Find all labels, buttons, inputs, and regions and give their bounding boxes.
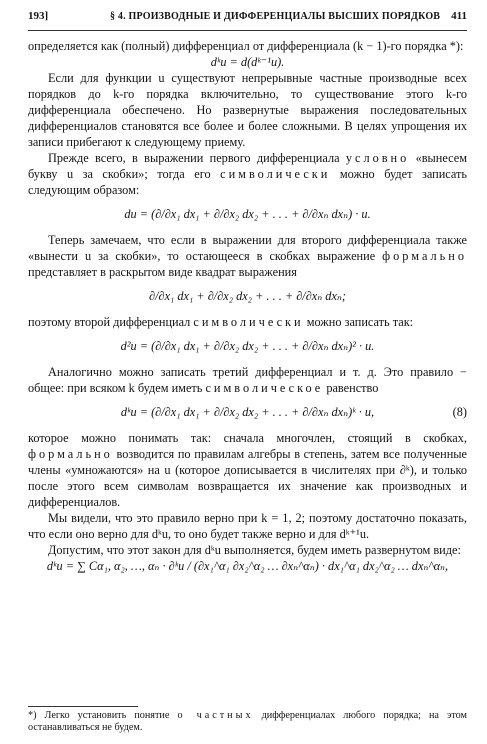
p6-text-b: равенство <box>326 381 379 395</box>
p5-text-a: поэтому второй дифференциал <box>28 315 191 329</box>
paragraph-7 <box>28 430 467 510</box>
p7-text-b: возводится по правилам алгебры в степень, затем все полученные члены «умножаются» на u (которое дописывается в числителях при ∂ᵏ), и только после этого всем символам возвращается их значение как производных и дифференциалов. <box>28 447 467 509</box>
p3-text-a: Прежде всего, в выражении первого дифференциала <box>48 151 340 165</box>
p4-spaced: формально <box>382 249 467 263</box>
page-body <box>28 38 467 574</box>
p7-spaced: формально <box>28 447 113 461</box>
paragraph-5 <box>28 314 467 330</box>
paragraph-6 <box>28 364 467 396</box>
p4-text-a: Теперь замечаем, что если в выражении для второго дифференциала также «вынести u за скобки», то остающееся в скобках выражение <box>28 233 467 263</box>
formula-expanded-sum: dᵏu = ∑ Cα₁, α₂, …, αₙ · ∂ᵏu / (∂x₁^α₁ ∂x₂^α₂ … ∂xₙ^αₙ) · dx₁^α₁ dx₂^α₂ … dxₙ^αₙ, <box>46 559 449 573</box>
formula-first-differential: du = (∂/∂x₁ dx₁ + ∂/∂x₂ dx₂ + . . . + ∂/∂xₙ dxₙ) · u. <box>124 207 371 221</box>
equation-number: (8) <box>452 405 467 419</box>
p5-text-b: можно записать так: <box>306 315 414 329</box>
footnote-text-a: *) Легко установить понятие <box>28 710 170 721</box>
p6-spaced: символическое <box>205 381 324 395</box>
p5-spaced: символически <box>193 315 304 329</box>
p3-text-b: «вынесем букву u за скобки»; тогда его <box>28 151 467 181</box>
paragraph-8: Мы видели, что это правило верно при k = 1, 2; поэтому достаточно показать, что если оно верно для dᵏu, то оно будет также верно и для dᵏ⁺¹u. <box>28 511 467 541</box>
footnote-spaced: о частных <box>177 710 254 721</box>
p3-text-c: можно будет записать следующим образом: <box>28 167 468 197</box>
formula-expression: ∂/∂x₁ dx₁ + ∂/∂x₂ dx₂ + . . . + ∂/∂xₙ dxₙ; <box>149 289 346 303</box>
p6-text-a: Аналогично можно записать третий дифференциал и т. д. Это правило − общее: при всяком k будем иметь <box>28 365 467 395</box>
paragraph-3 <box>28 150 467 198</box>
p3-spaced-a: условно <box>345 151 410 165</box>
running-title: § 4. ПРОИЗВОДНЫЕ И ДИФФЕРЕНЦИАЛЫ ВЫСШИХ ПОРЯДКОВ <box>110 11 441 22</box>
footnote-text-b: дифференциалах любого порядка; на этом останавливаться не будем. <box>28 710 468 733</box>
paragraph-9: Допустим, что этот закон для dᵏu выполняется, будем иметь развернутом виде: <box>48 543 461 557</box>
header-rule <box>28 30 467 31</box>
paragraph-4 <box>28 232 467 280</box>
formula-kth-body: dᵏu = (∂/∂x₁ dx₁ + ∂/∂x₂ dx₂ + . . . + ∂/∂xₙ dxₙ)ᵏ · u, <box>120 405 375 419</box>
p7-text-a: которое можно понимать так: сначала многочлен, стоящий в скобках, <box>28 431 467 445</box>
paragraph-1: определяется как (полный) дифференциал от дифференциала (k − 1)-го порядка *): <box>28 39 464 53</box>
formula-dk-definition: dᵏu = d(dᵏ⁻¹u). <box>210 55 285 69</box>
p4-text-b: представляет в раскрытом виде квадрат выражения <box>28 265 297 279</box>
section-reference: 193] <box>28 10 49 22</box>
footnote-rule <box>28 706 138 707</box>
running-header <box>28 10 467 28</box>
p3-spaced-b: символически <box>220 167 331 181</box>
page-number: 411 <box>451 10 467 22</box>
footnote <box>28 710 467 734</box>
paragraph-2: Если для функции u существуют непрерывные частные производные всех порядков до k-го порядка включительно, то существование этого k-го дифференциала обеспечено. Но развернутые выражения последовательных дифференциалов становятся все более и более сложными. В целях упрощения их записи прибегают к следующему приему. <box>28 71 467 149</box>
formula-second-differential: d²u = (∂/∂x₁ dx₁ + ∂/∂x₂ dx₂ + . . . + ∂/∂xₙ dxₙ)² · u. <box>120 339 375 353</box>
formula-kth-differential <box>28 402 467 422</box>
